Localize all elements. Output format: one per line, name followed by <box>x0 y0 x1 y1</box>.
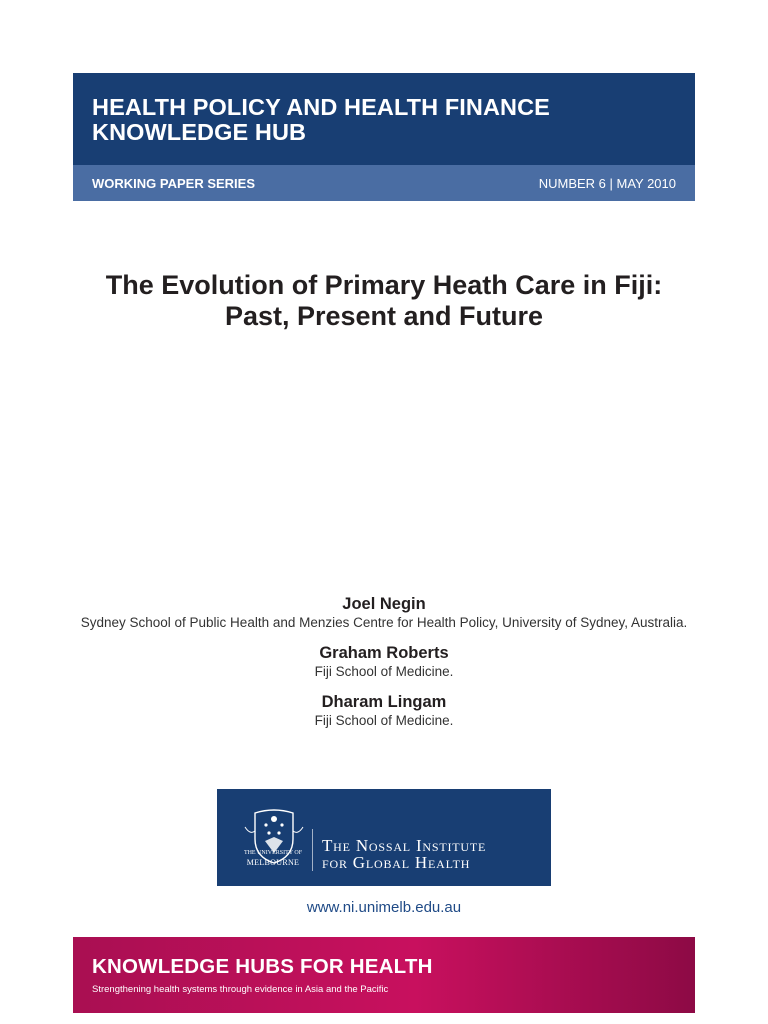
author-affiliation: Fiji School of Medicine. <box>314 664 454 679</box>
series-label: WORKING PAPER SERIES <box>92 176 256 191</box>
author-entry <box>0 643 768 680</box>
university-wordmark-big: MELBOURNE <box>246 858 300 867</box>
author-affiliation: Fiji School of Medicine. <box>314 713 454 728</box>
university-crest-icon <box>241 805 307 879</box>
author-name: Dharam Lingam <box>321 693 447 711</box>
university-wordmark-small: THE UNIVERSITY OF <box>243 850 303 856</box>
footer-tagline: Strengthening health systems through evidence in Asia and the Pacific <box>92 984 389 995</box>
hub-title-line2: KNOWLEDGE HUB <box>92 119 307 145</box>
report-header <box>73 73 695 201</box>
hub-title <box>92 95 682 145</box>
author-list <box>0 594 768 741</box>
author-entry <box>0 594 768 631</box>
hub-title-line1: HEALTH POLICY AND HEALTH FINANCE <box>92 94 550 120</box>
author-name: Joel Negin <box>342 595 426 613</box>
logo-divider <box>312 829 313 871</box>
footer-banner <box>73 937 695 1013</box>
author-entry <box>0 692 768 729</box>
nossal-institute-logo <box>217 789 551 886</box>
author-name: Graham Roberts <box>319 644 449 662</box>
issue-info: NUMBER 6 | MAY 2010 <box>538 176 676 191</box>
series-bar <box>73 165 695 201</box>
document-title <box>0 270 768 332</box>
document-title-line2: Past, Present and Future <box>224 301 544 331</box>
footer-title: KNOWLEDGE HUBS FOR HEALTH <box>92 955 433 978</box>
website-url[interactable]: www.ni.unimelb.edu.au <box>306 899 462 916</box>
institute-name <box>322 837 486 871</box>
institute-name-line2: for Global Health <box>322 853 471 872</box>
document-title-line1: The Evolution of Primary Heath Care in Fiji: <box>105 270 663 300</box>
university-wordmark <box>237 849 309 867</box>
institute-name-line1: The Nossal Institute <box>322 836 487 855</box>
author-affiliation: Sydney School of Public Health and Menzies Centre for Health Policy, University of Sydney, Australia. <box>80 615 688 630</box>
